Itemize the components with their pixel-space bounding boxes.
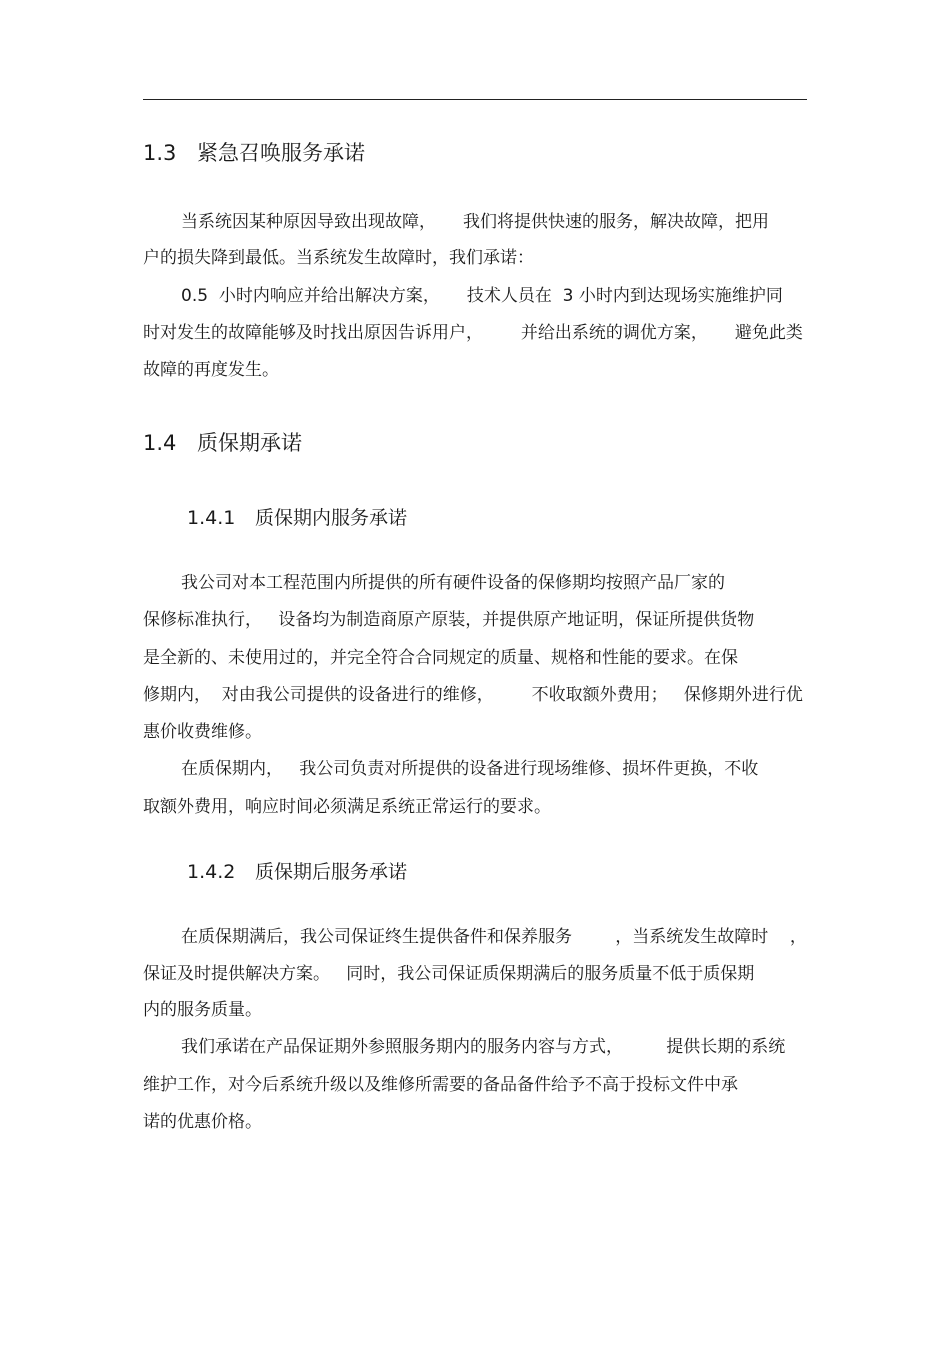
- section-number: 1.4: [143, 431, 177, 455]
- subsection-number: 1.4.2: [187, 861, 236, 883]
- section-heading-1-3: [143, 139, 365, 167]
- paragraph-line: 时对发生的故障能够及时找出原因告诉用户， 并给出系统的调优方案， 避免此类: [143, 323, 803, 343]
- section-title: 质保期承诺: [197, 431, 302, 455]
- subsection-title: 质保期后服务承诺: [255, 861, 408, 883]
- paragraph-line: 保修标准执行， 设备均为制造商原产原装，并提供原产地证明，保证所提供货物: [143, 610, 755, 630]
- subsection-number: 1.4.1: [187, 507, 236, 529]
- subsection-heading-1-4-2: [187, 859, 407, 885]
- header-rule: [143, 99, 807, 100]
- paragraph-line: 户的损失降到最低。当系统发生故障时，我们承诺：: [143, 248, 534, 268]
- subsection-title: 质保期内服务承诺: [255, 507, 408, 529]
- paragraph-line: 诺的优惠价格。: [143, 1112, 262, 1132]
- section-title: 紧急召唤服务承诺: [197, 141, 365, 165]
- section-number: 1.3: [143, 141, 177, 165]
- paragraph-line: 修期内， 对由我公司提供的设备进行的维修， 不收取额外费用； 保修期外进行优: [143, 685, 803, 705]
- paragraph-line: 在质保期满后，我公司保证终生提供备件和保养服务 ，当系统发生故障时 ，: [181, 927, 807, 947]
- paragraph-line: 维护工作，对今后系统升级以及维修所需要的备品备件给予不高于投标文件中承: [143, 1075, 738, 1095]
- paragraph-line: 保证及时提供解决方案。 同时，我公司保证质保期满后的服务质量不低于质保期: [143, 964, 755, 984]
- paragraph-line: 当系统因某种原因导致出现故障， 我们将提供快速的服务，解决故障，把用: [181, 212, 770, 232]
- paragraph-line: 我公司对本工程范围内所提供的所有硬件设备的保修期均按照产品厂家的: [181, 573, 725, 593]
- section-heading-1-4: [143, 429, 302, 457]
- paragraph-line: 惠价收费维修。: [143, 722, 262, 742]
- paragraph-line: 故障的再度发生。: [143, 360, 279, 380]
- subsection-heading-1-4-1: [187, 505, 407, 531]
- paragraph-line: 0.5 小时内响应并给出解决方案， 技术人员在 3 小时内到达现场实施维护同: [181, 286, 783, 306]
- paragraph-line: 是全新的、未使用过的，并完全符合合同规定的质量、规格和性能的要求。在保: [143, 648, 738, 668]
- paragraph-line: 我们承诺在产品保证期外参照服务期内的服务内容与方式， 提供长期的系统: [181, 1037, 786, 1057]
- paragraph-line: 在质保期内， 我公司负责对所提供的设备进行现场维修、损坏件更换，不收: [181, 759, 759, 779]
- paragraph-line: 取额外费用，响应时间必须满足系统正常运行的要求。: [143, 797, 551, 817]
- paragraph-line: 内的服务质量。: [143, 1000, 262, 1020]
